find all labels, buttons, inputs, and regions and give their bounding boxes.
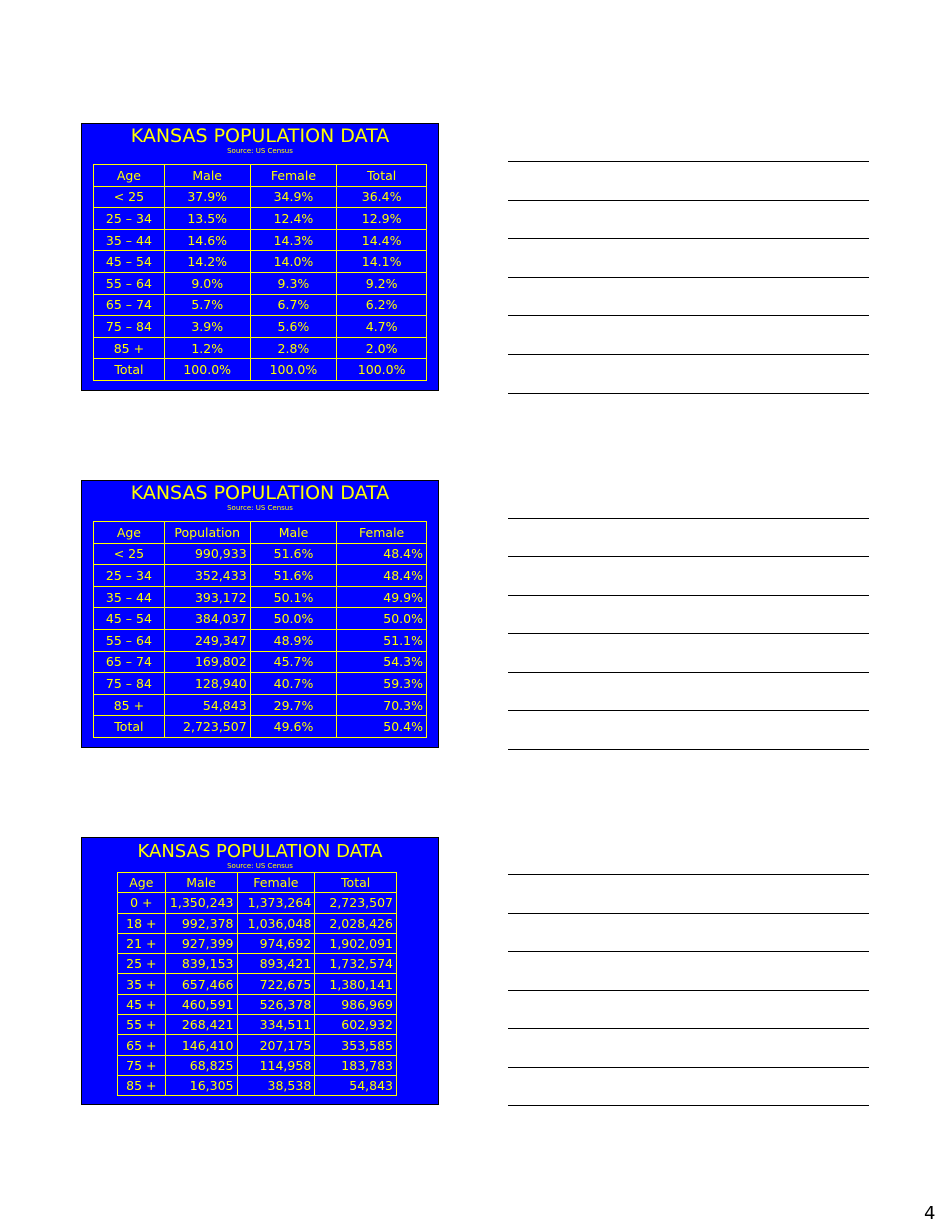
table-row: [94, 337, 427, 359]
note-line: [508, 951, 869, 952]
value-cell: 16,305: [165, 1075, 237, 1095]
table-row: [94, 359, 427, 381]
value-cell: 9.3%: [250, 272, 337, 294]
slide-source: Source: US Census: [227, 504, 293, 512]
note-line: [508, 1105, 869, 1106]
note-line: [508, 990, 869, 991]
age-cell: 55 – 64: [94, 629, 165, 651]
note-line: [508, 595, 869, 596]
value-cell: 50.0%: [250, 608, 337, 630]
age-cell: < 25: [94, 543, 165, 565]
value-cell: 990,933: [164, 543, 250, 565]
value-cell: 29.7%: [250, 694, 337, 716]
table-row: [94, 186, 427, 208]
age-cell: 85 +: [94, 337, 165, 359]
value-cell: 4.7%: [337, 316, 427, 338]
table-row: [94, 565, 427, 587]
value-cell: 460,591: [165, 994, 237, 1014]
table-row: [94, 251, 427, 273]
value-cell: 1,373,264: [237, 893, 315, 913]
value-cell: 48.4%: [337, 565, 427, 587]
age-cell: Total: [94, 716, 165, 738]
column-header: Female: [337, 522, 427, 544]
value-cell: 353,585: [315, 1035, 397, 1055]
note-line: [508, 556, 869, 557]
slide-title: KANSAS POPULATION DATA: [130, 125, 390, 147]
value-cell: 268,421: [165, 1015, 237, 1035]
population-table: [117, 872, 397, 1096]
value-cell: 51.6%: [250, 543, 337, 565]
column-header: Male: [165, 873, 237, 893]
column-header: Total: [315, 873, 397, 893]
table-row: [118, 1035, 397, 1055]
value-cell: 183,783: [315, 1055, 397, 1075]
value-cell: 393,172: [164, 586, 250, 608]
note-line: [508, 913, 869, 914]
value-cell: 14.2%: [164, 251, 250, 273]
value-cell: 992,378: [165, 913, 237, 933]
table-row: [94, 229, 427, 251]
table-row: [94, 208, 427, 230]
column-header: Age: [94, 522, 165, 544]
table-row: [118, 994, 397, 1014]
value-cell: 54,843: [164, 694, 250, 716]
age-cell: 75 – 84: [94, 673, 165, 695]
value-cell: 722,675: [237, 974, 315, 994]
age-cell: 35 +: [118, 974, 166, 994]
age-cell: 85 +: [94, 694, 165, 716]
note-line: [508, 1067, 869, 1068]
note-line: [508, 393, 869, 394]
value-cell: 14.4%: [337, 229, 427, 251]
value-cell: 974,692: [237, 933, 315, 953]
value-cell: 1,036,048: [237, 913, 315, 933]
value-cell: 12.9%: [337, 208, 427, 230]
value-cell: 38,538: [237, 1075, 315, 1095]
page-number: 4: [924, 1203, 936, 1224]
column-header: Total: [337, 165, 427, 187]
value-cell: 13.5%: [164, 208, 250, 230]
value-cell: 839,153: [165, 954, 237, 974]
table-row: [94, 694, 427, 716]
slide-title: KANSAS POPULATION DATA: [137, 841, 383, 862]
column-header: Age: [94, 165, 165, 187]
table-row: [118, 974, 397, 994]
value-cell: 9.2%: [337, 272, 427, 294]
age-cell: 0 +: [118, 893, 166, 913]
note-line: [508, 238, 869, 239]
table-row: [94, 294, 427, 316]
value-cell: 100.0%: [164, 359, 250, 381]
value-cell: 1,902,091: [315, 933, 397, 953]
value-cell: 352,433: [164, 565, 250, 587]
table-row: [94, 651, 427, 673]
population-table: [93, 164, 427, 381]
value-cell: 5.7%: [164, 294, 250, 316]
value-cell: 2,723,507: [164, 716, 250, 738]
table-row: [118, 1015, 397, 1035]
value-cell: 2,723,507: [315, 893, 397, 913]
note-line: [508, 710, 869, 711]
note-line: [508, 1028, 869, 1029]
age-cell: 75 – 84: [94, 316, 165, 338]
value-cell: 34.9%: [250, 186, 337, 208]
age-cell: 21 +: [118, 933, 166, 953]
table-header-row: [94, 165, 427, 187]
age-cell: 85 +: [118, 1075, 166, 1095]
table-row: [94, 316, 427, 338]
slide-3: [81, 837, 439, 1105]
value-cell: 14.6%: [164, 229, 250, 251]
value-cell: 49.9%: [337, 586, 427, 608]
table-row: [118, 1075, 397, 1095]
slide-title: KANSAS POPULATION DATA: [130, 482, 390, 504]
column-header: Age: [118, 873, 166, 893]
age-cell: 45 – 54: [94, 608, 165, 630]
slide-2: [81, 480, 439, 748]
table-row: [94, 586, 427, 608]
value-cell: 68,825: [165, 1055, 237, 1075]
age-cell: 35 – 44: [94, 229, 165, 251]
value-cell: 5.6%: [250, 316, 337, 338]
value-cell: 986,969: [315, 994, 397, 1014]
value-cell: 334,511: [237, 1015, 315, 1035]
value-cell: 51.1%: [337, 629, 427, 651]
value-cell: 40.7%: [250, 673, 337, 695]
value-cell: 70.3%: [337, 694, 427, 716]
value-cell: 2,028,426: [315, 913, 397, 933]
table-row: [94, 272, 427, 294]
note-line: [508, 200, 869, 201]
value-cell: 14.3%: [250, 229, 337, 251]
population-table: [93, 521, 427, 738]
value-cell: 54,843: [315, 1075, 397, 1095]
table-row: [118, 893, 397, 913]
value-cell: 100.0%: [337, 359, 427, 381]
table-row: [94, 629, 427, 651]
age-cell: 25 – 34: [94, 565, 165, 587]
value-cell: 49.6%: [250, 716, 337, 738]
value-cell: 207,175: [237, 1035, 315, 1055]
value-cell: 169,802: [164, 651, 250, 673]
age-cell: 45 +: [118, 994, 166, 1014]
value-cell: 50.0%: [337, 608, 427, 630]
value-cell: 2.8%: [250, 337, 337, 359]
slide-source: Source: US Census: [227, 147, 293, 155]
value-cell: 48.9%: [250, 629, 337, 651]
note-line: [508, 315, 869, 316]
age-cell: < 25: [94, 186, 165, 208]
age-cell: 55 – 64: [94, 272, 165, 294]
note-line: [508, 633, 869, 634]
value-cell: 114,958: [237, 1055, 315, 1075]
value-cell: 128,940: [164, 673, 250, 695]
note-line: [508, 518, 869, 519]
note-line: [508, 749, 869, 750]
column-header: Female: [250, 165, 337, 187]
note-line: [508, 672, 869, 673]
value-cell: 54.3%: [337, 651, 427, 673]
value-cell: 48.4%: [337, 543, 427, 565]
age-cell: 65 +: [118, 1035, 166, 1055]
note-line: [508, 161, 869, 162]
column-header: Male: [164, 165, 250, 187]
age-cell: Total: [94, 359, 165, 381]
value-cell: 36.4%: [337, 186, 427, 208]
table-row: [118, 913, 397, 933]
age-cell: 18 +: [118, 913, 166, 933]
value-cell: 1,732,574: [315, 954, 397, 974]
value-cell: 6.7%: [250, 294, 337, 316]
age-cell: 75 +: [118, 1055, 166, 1075]
value-cell: 249,347: [164, 629, 250, 651]
age-cell: 35 – 44: [94, 586, 165, 608]
value-cell: 1.2%: [164, 337, 250, 359]
column-header: Population: [164, 522, 250, 544]
value-cell: 59.3%: [337, 673, 427, 695]
table-row: [94, 673, 427, 695]
column-header: Female: [237, 873, 315, 893]
table-header-row: [94, 522, 427, 544]
value-cell: 384,037: [164, 608, 250, 630]
value-cell: 526,378: [237, 994, 315, 1014]
value-cell: 100.0%: [250, 359, 337, 381]
value-cell: 1,380,141: [315, 974, 397, 994]
value-cell: 12.4%: [250, 208, 337, 230]
table-row: [118, 933, 397, 953]
age-cell: 65 – 74: [94, 651, 165, 673]
value-cell: 50.1%: [250, 586, 337, 608]
value-cell: 3.9%: [164, 316, 250, 338]
slide-source: Source: US Census: [227, 862, 293, 870]
value-cell: 50.4%: [337, 716, 427, 738]
slide-1: [81, 123, 439, 391]
value-cell: 45.7%: [250, 651, 337, 673]
table-row: [94, 716, 427, 738]
value-cell: 51.6%: [250, 565, 337, 587]
age-cell: 45 – 54: [94, 251, 165, 273]
column-header: Male: [250, 522, 337, 544]
value-cell: 37.9%: [164, 186, 250, 208]
value-cell: 14.0%: [250, 251, 337, 273]
table-row: [118, 1055, 397, 1075]
age-cell: 65 – 74: [94, 294, 165, 316]
table-row: [94, 608, 427, 630]
age-cell: 25 +: [118, 954, 166, 974]
value-cell: 2.0%: [337, 337, 427, 359]
note-line: [508, 354, 869, 355]
note-line: [508, 874, 869, 875]
table-row: [94, 543, 427, 565]
value-cell: 602,932: [315, 1015, 397, 1035]
age-cell: 55 +: [118, 1015, 166, 1035]
value-cell: 14.1%: [337, 251, 427, 273]
value-cell: 6.2%: [337, 294, 427, 316]
value-cell: 927,399: [165, 933, 237, 953]
value-cell: 146,410: [165, 1035, 237, 1055]
table-header-row: [118, 873, 397, 893]
value-cell: 1,350,243: [165, 893, 237, 913]
age-cell: 25 – 34: [94, 208, 165, 230]
value-cell: 9.0%: [164, 272, 250, 294]
value-cell: 657,466: [165, 974, 237, 994]
value-cell: 893,421: [237, 954, 315, 974]
table-row: [118, 954, 397, 974]
note-line: [508, 277, 869, 278]
